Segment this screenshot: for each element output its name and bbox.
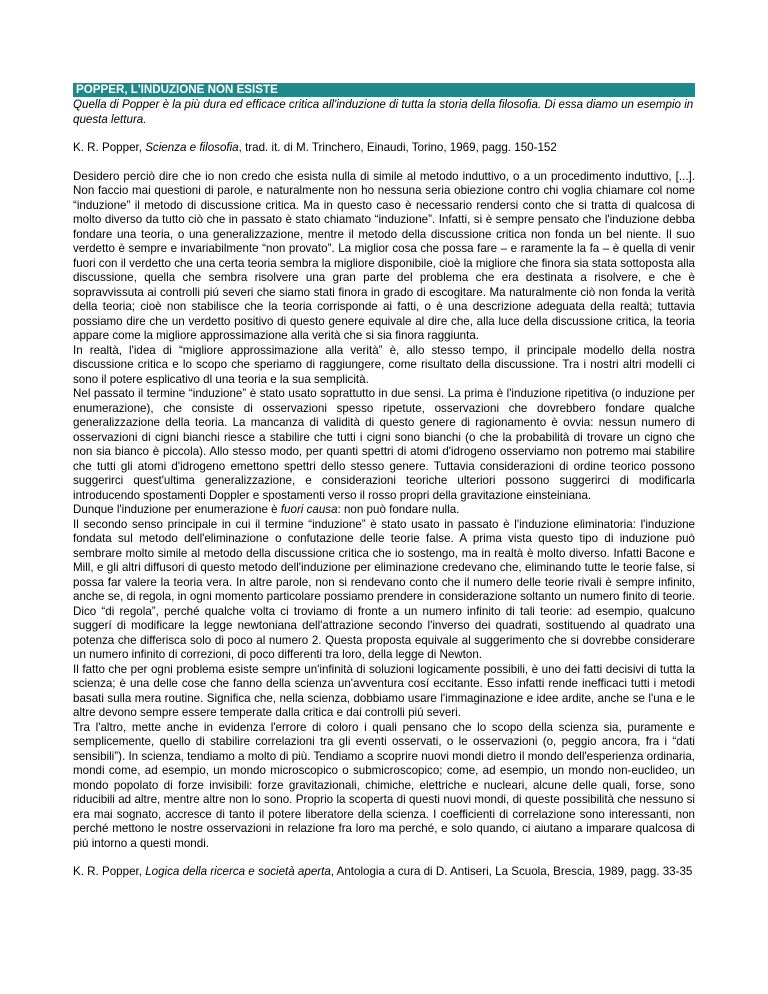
source-citation: [73, 141, 695, 156]
text-body: [73, 170, 695, 852]
paragraph-emphasis: fuori causa: [280, 503, 338, 516]
citation-details: , trad. it. di M. Trinchero, Einaudi, Torino, 1969, pagg. 150-152: [238, 141, 557, 154]
paragraph-text: : non può fondare nulla.: [337, 503, 460, 516]
paragraph: Tra l'altro, mette anche in evidenza l'errore di coloro i quali pensano che lo scopo della scienza sia, puramente e semplicemente, quello di stabilire correlazioni tra gli eventi osservati, o le osservazioni (o, peggio ancora, fra i “dati sensibili”). In scienza, tendiamo a molto di più. Tendiamo a scoprire nuovi mondi dietro il mondo dell'esperienza ordinaria, mondi come, ad esempio, un mondo microscopico o submicroscopico; come, ad esempio, un mondo non-euclideo, un mondo popolato di forze invisibili: forze gravitazionali, chimiche, elettriche e nucleari, alcune delle quali, forse, sono riducibili ad altre, mentre altre non lo sono. Proprio la scoperta di questi nuovi mondi, di queste possibilità che nessuno si era mai sognato, accresce di tanto il potere liberatore della scienza. I coefficienti di correlazione sono interessanti, non perché mettono le nostre osservazioni in relazione fra loro ma perché, e solo quando, ci aiutano a imparare qualcosa di piú intorno a questi mondi.: [73, 720, 695, 850]
citation-work-title: Logica della ricerca e società aperta: [145, 865, 331, 878]
paragraph: Desidero perciò dire che io non credo che esista nulla di simile al metodo induttivo, o a un procedimento induttivo, [...]. Non faccio mai questioni di parole, e naturalmente non ho nessuna seria obiezione contro chi voglia chiamare col nome “induzione” il metodo di discussione critica. Ma in questo caso è necessario rendersi conto che si tratta di qualcosa di molto diverso da tutto ciò che in passato è stato chiamato “induzione”. Infatti, si è sempre pensato che l'induzione debba fondare una teoria, o una generalizzazione, mentre il metodo della discussione critica non fonda un bel niente. Il suo verdetto è sempre e invariabilmente “non provato”. La miglior cosa che possa fare – e raramente la fa – è quella di venir fuori con il verdetto che una certa teoria sembra la migliore disponibile, cioè la migliore che finora sia stata sottoposta alla discussione, quella che sembra risolvere una gran parte del problema che era destinata a risolvere, e che è sopravvissuta ai controlli piú severi che siamo stati finora in grado di escogitare. Ma naturalmente ciò non fonda la verità della teoria; cioè non stabilisce che la teoria corrisponde ai fatti, o è una descrizione adeguata della realtà; tuttavia possiamo dire che un verdetto positivo di questo genere equivale al dire che, alla luce della discussione critica, la teoria appare come la migliore approssimazione alla verità che si sia finora raggiunta.: [73, 169, 695, 342]
paragraph: In realtà, l'idea di “migliore approssimazione alla verità” è, allo stesso tempo, il principale modello della nostra discussione critica e lo scopo che speriamo di raggiungere, come risultato della discussione. Tra i nostri altri modelli ci sono il potere esplicativo dl una teoria e la sua semplicità.: [73, 343, 695, 386]
paragraph-text: Dunque l'induzione per enumerazione è: [73, 503, 281, 516]
citation-work-title: Scienza e filosofia: [145, 141, 239, 154]
citation-details: , Antologia a cura di D. Antiseri, La Scuola, Brescia, 1989, pagg. 33-35: [330, 865, 693, 878]
citation-author: K. R. Popper,: [73, 865, 146, 878]
intro-text: Quella di Popper è la più dura ed efficace critica all'induzione di tutta la storia della filosofia. Di essa diamo un esempio in questa lettura.: [73, 98, 694, 126]
paragraph: Nel passato il termine “induzione” è stato usato soprattutto in due sensi. La prima è l'induzione ripetitiva (o induzione per enumerazione), che consiste di osservazioni spesso ripetute, osservazioni che dovrebbero fondare qualche generalizzazione della teoria. La mancanza di validità di questo genere di ragionamento è ovvia: nessun numero di osservazioni di cigni bianchi riesce a stabilire che tutti i cigni sono bianchi (o che la probabilità di trovare un cigno che non sia bianco è piccola). Allo stesso modo, per quanti spettri di atomi d'idrogeno osserviamo non potremo mai stabilire che tutti gli atomi d'idrogeno emettono spettri dello stesso genere. Tuttavia considerazioni di ordine teorico possono suggerirci quest'ultima generalizzazione, e considerazioni teoriche ulteriori possono suggerirci di modificarla introducendo spostamenti Doppler e spostamenti verso il rosso propri della gravitazione einsteiniana.: [73, 387, 695, 502]
section-title-banner: POPPER, L'INDUZIONE NON ESISTE: [73, 83, 695, 97]
document-page: [73, 83, 695, 880]
source-citation: [73, 865, 695, 880]
citation-author: K. R. Popper,: [73, 141, 146, 154]
paragraph: Il secondo senso principale in cui il termine “induzione” è stato usato in passato è l'induzione eliminatoria: l'induzione fondata sul metodo dell'eliminazione o confutazione delle teorie false. A prima vista questo tipo di induzione può sembrare molto simile al metodo della discussione critica che io sostengo, ma in realtà è molto diverso. Infatti Bacone e Mill, e gli altri diffusori di questo metodo dell'induzione per eliminazione credevano che, eliminando tutte le teorie false, si possa far valere la teoria vera. In altre parole, non si rendevano conto che il numero delle teorie rivali è sempre infinito, anche se, di regola, in ogni momento particolare possiamo prendere in considerazione soltanto un numero finito di teorie. Dico “di regola”, perché qualche volta ci troviamo di fronte a un numero infinito di tali teorie: ad esempio, qualcuno suggerí di modificare la legge newtoniana dell'attrazione secondo l'inverso dei quadrati, sostituendo al quadrato una potenza che differisca solo di poco al numero 2. Questa proposta equivale al suggerimento che si dovrebbe considerare un numero infinito di correzioni, di poco differenti tra loro, della legge di Newton.: [73, 517, 695, 661]
paragraph: [73, 503, 695, 518]
paragraph: Il fatto che per ogni problema esiste sempre un'infinità di soluzioni logicamente possibili, è uno dei fatti decisivi di tutta la scienza; è una delle cose che fanno della scienza un'avventura cosí eccitante. Esso infatti rende inefficaci tutti i metodi basati sulla mera routine. Significa che, nella scienza, dobbiamo usare l'immaginazione e idee ardite, anche se l'una e le altre devono sempre essere temperate dalla critica e dai controlli piú severi.: [73, 662, 695, 719]
